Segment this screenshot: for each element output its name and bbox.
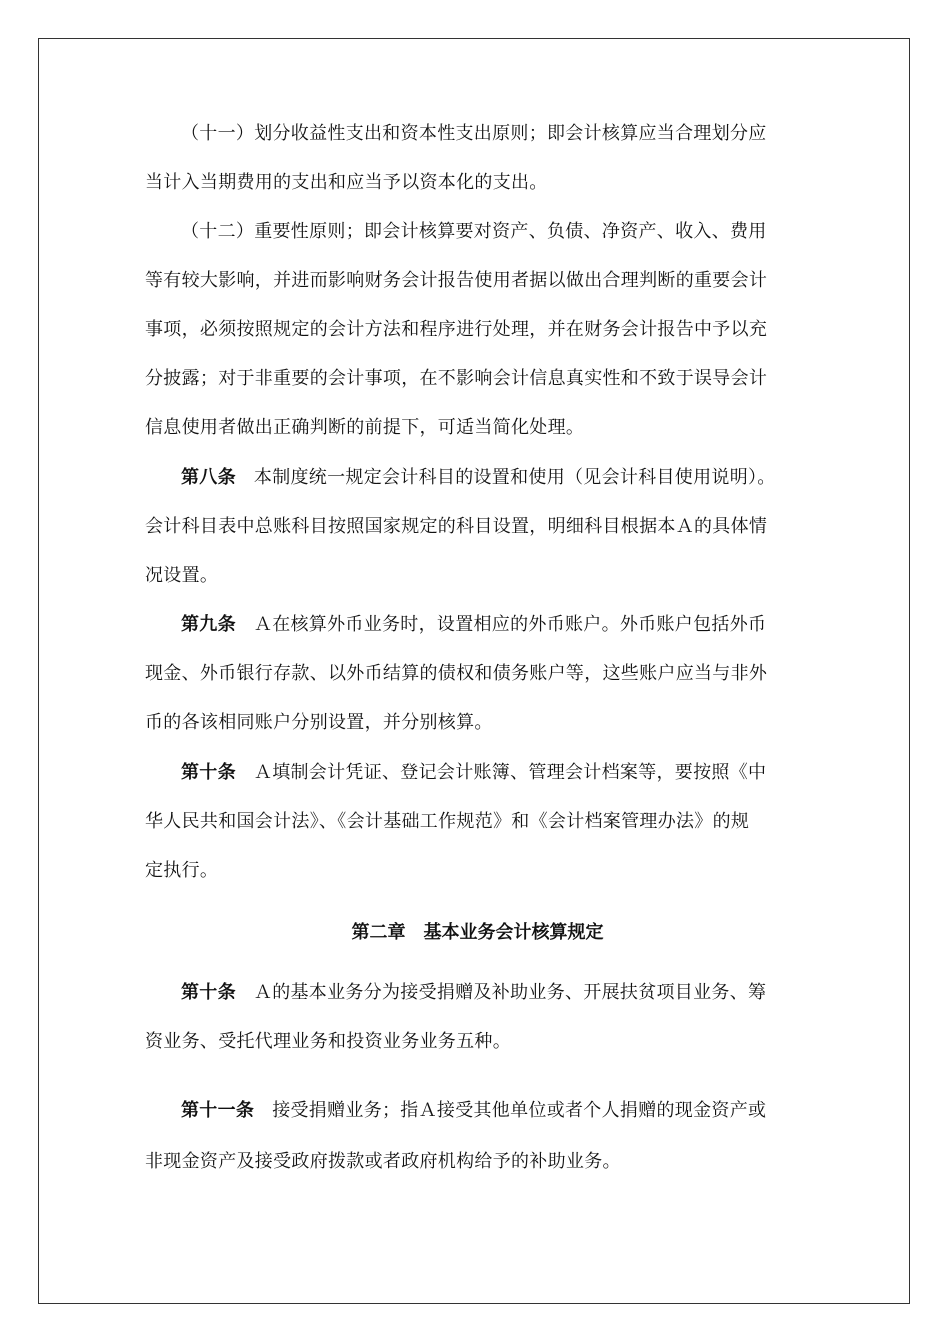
paragraph-line: 币的各该相同账户分别设置，并分别核算。 [145, 712, 493, 733]
article-8-text: 本制度统一规定会计科目的设置和使用（见会计科目使用说明）。 [253, 467, 776, 488]
paragraph-line: 会计科目表中总账科目按照国家规定的科目设置，明细科目根据本Ａ的具体情 [145, 516, 768, 537]
paragraph-line: 现金、外币银行存款、以外币结算的债权和债务账户等，这些账户应当与非外 [145, 663, 768, 684]
paragraph-line: 信息使用者做出正确判断的前提下，可适当简化处理。 [145, 417, 585, 438]
paragraph-line: 等有较大影响，并进而影响财务会计报告使用者据以做出合理判断的重要会计 [145, 270, 768, 291]
article-10a-first-line [181, 761, 766, 785]
paragraph-line: 分披露；对于非重要的会计事项，在不影响会计信息真实性和不致于误导会计 [145, 368, 768, 389]
paragraph-line: 华人民共和国会计法》、《会计基础工作规范》和《会计档案管理办法》的规 [145, 811, 750, 832]
paragraph-line: （十二）重要性原则；即会计核算要对资产、负债、净资产、收入、费用 [181, 221, 767, 242]
paragraph-line: 事项，必须按照规定的会计方法和程序进行处理，并在财务会计报告中予以充 [145, 319, 768, 340]
article-11-text: 接受捐赠业务；指Ａ接受其他单位或者个人捐赠的现金资产或 [272, 1100, 767, 1121]
paragraph-line: （十一）划分收益性支出和资本性支出原则；即会计核算应当合理划分应 [181, 123, 767, 144]
chapter-heading: 第二章 基本业务会计核算规定 [351, 922, 604, 943]
article-8-first-line [181, 466, 776, 490]
paragraph-line: 况设置。 [145, 565, 219, 586]
article-11-first-line [181, 1099, 766, 1123]
article-10a-text: Ａ填制会计凭证、登记会计账簿、管理会计档案等，要按照《中 [253, 762, 767, 783]
article-9-first-line [181, 613, 766, 637]
article-10b-text: Ａ的基本业务分为接受捐赠及补助业务、开展扶贫项目业务、筹 [253, 982, 767, 1003]
paragraph-line: 当计入当期费用的支出和应当予以资本化的支出。 [145, 172, 548, 193]
article-9-text: Ａ在核算外币业务时，设置相应的外币账户。外币账户包括外币 [253, 614, 767, 635]
article-9-label: 第九条 [181, 614, 236, 635]
article-10b-first-line [181, 981, 766, 1005]
article-11-label: 第十一条 [181, 1100, 255, 1121]
article-10b-label: 第十条 [181, 982, 236, 1003]
article-8-label: 第八条 [181, 467, 236, 488]
paragraph-line: 非现金资产及接受政府拨款或者政府机构给予的补助业务。 [145, 1151, 621, 1172]
paragraph-line: 资业务、受托代理业务和投资业务业务五种。 [145, 1031, 511, 1052]
article-10a-label: 第十条 [181, 762, 236, 783]
paragraph-line: 定执行。 [145, 860, 219, 881]
